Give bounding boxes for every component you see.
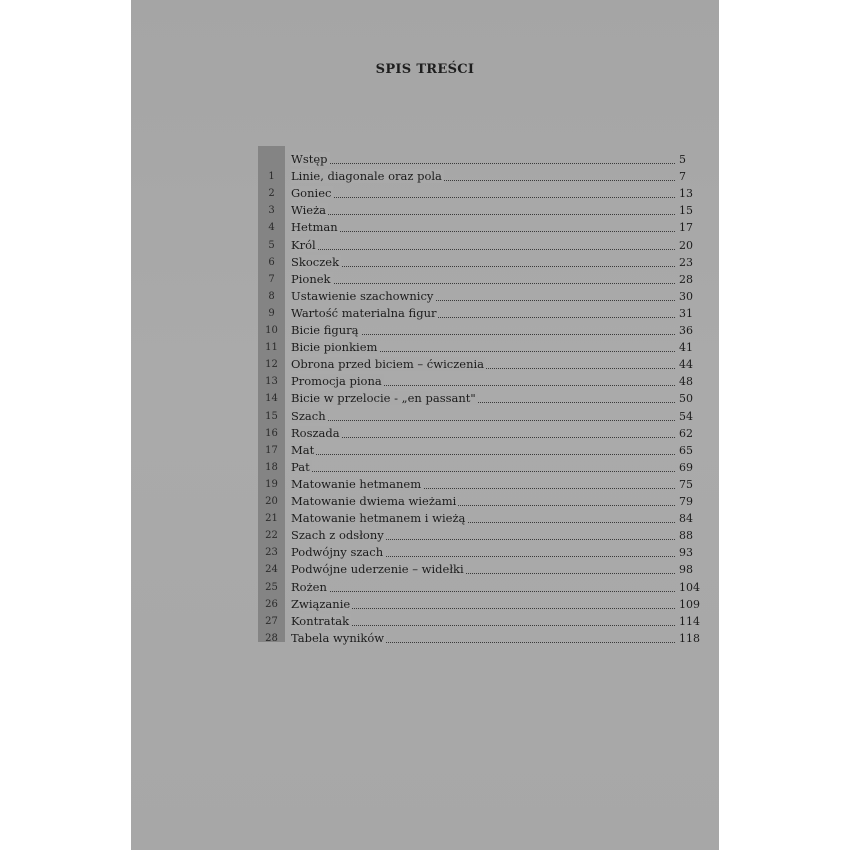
toc-entry <box>258 373 703 390</box>
page-number: 65 <box>679 443 693 457</box>
page-number: 41 <box>679 341 693 355</box>
chapter-title-text: Matowanie dwiema wieżami <box>291 494 457 508</box>
toc-entry <box>258 151 703 168</box>
chapter-title-text: Związanie <box>291 596 351 611</box>
chapter-title <box>291 339 379 356</box>
toc-entry <box>258 493 703 510</box>
page-number: 109 <box>679 597 700 611</box>
toc-entry <box>258 510 703 527</box>
chapter-title-text: Król <box>291 237 316 252</box>
page-number: 23 <box>679 255 693 269</box>
chapter-number: 11 <box>265 342 278 354</box>
toc-entry <box>258 254 703 271</box>
chapter-title <box>291 476 423 493</box>
page-number: 7 <box>679 170 686 184</box>
chapter-title-text: Tabela wyników <box>291 630 385 645</box>
chapter-number: 6 <box>268 256 275 268</box>
book-page <box>131 0 719 850</box>
chapter-number: 20 <box>265 496 278 507</box>
chapter-number: 10 <box>265 325 278 336</box>
toc-entry <box>258 459 703 476</box>
chapter-number: 26 <box>265 598 278 610</box>
chapter-title <box>291 390 478 407</box>
chapter-title-text: Bicie w przelocie - „en passant" <box>291 391 476 406</box>
toc-entry <box>258 271 703 288</box>
chapter-title <box>291 425 342 442</box>
page-number: 69 <box>679 460 693 474</box>
chapter-title-text: Promocja piona <box>291 374 382 389</box>
page-number: 13 <box>679 187 693 201</box>
chapter-title-text: Hetman <box>291 220 338 235</box>
toc-entry <box>258 630 703 647</box>
chapter-title <box>291 408 328 425</box>
page-number: 84 <box>679 512 693 526</box>
chapter-title <box>291 305 438 322</box>
chapter-title-text: Szach <box>291 408 326 423</box>
toc-entry <box>258 442 703 459</box>
toc-entry <box>258 322 703 339</box>
chapter-title <box>291 271 333 288</box>
chapter-title-text: Ustawienie szachownicy <box>291 288 434 303</box>
dot-leader <box>291 283 675 284</box>
chapter-title <box>291 510 467 527</box>
chapter-title <box>291 185 333 202</box>
chapter-number: 14 <box>265 393 278 405</box>
toc-entry <box>258 339 703 356</box>
chapter-title-text: Linie, diagonale oraz pola <box>291 169 442 184</box>
chapter-title <box>291 254 341 271</box>
chapter-title-text: Podwójne uderzenie – widełki <box>291 562 464 577</box>
dot-leader <box>291 197 675 198</box>
chapter-title-text: Goniec <box>291 186 332 201</box>
toc-entry <box>258 219 703 236</box>
dot-leader <box>291 471 675 472</box>
chapter-title <box>291 356 486 373</box>
toc-entry <box>258 408 703 425</box>
toc-entry <box>258 425 703 442</box>
chapter-number: 25 <box>265 581 278 593</box>
chapter-number: 23 <box>265 547 278 559</box>
dot-leader <box>291 591 675 592</box>
dot-leader <box>291 214 675 215</box>
chapter-title-text: Roszada <box>291 425 340 440</box>
chapter-title <box>291 288 435 305</box>
page-number: 75 <box>679 477 693 491</box>
page-number: 30 <box>679 289 693 303</box>
toc-entry <box>258 613 703 630</box>
toc-entry <box>258 390 703 407</box>
dot-leader <box>291 249 675 250</box>
chapter-title-text: Wartość materialna figur <box>291 305 437 320</box>
page-number: 31 <box>679 306 693 320</box>
chapter-number: 18 <box>265 461 278 473</box>
chapter-title <box>291 579 329 596</box>
toc-entry <box>258 596 703 613</box>
chapter-number: 28 <box>265 632 278 644</box>
chapter-number: 27 <box>265 615 278 627</box>
dot-leader <box>291 437 675 438</box>
toc-entry <box>258 544 703 561</box>
chapter-title-text: Matowanie hetmanem i wieżą <box>291 511 466 526</box>
page-title: SPIS TREŚCI <box>375 62 475 77</box>
chapter-title-text: Pionek <box>291 271 331 286</box>
page-number: 118 <box>679 631 700 645</box>
chapter-title <box>291 219 340 236</box>
page-number: 50 <box>679 392 693 406</box>
chapter-title <box>291 459 312 476</box>
chapter-number: 13 <box>265 376 278 388</box>
chapter-title-text: Wstęp <box>291 152 328 166</box>
toc-entry <box>258 476 703 493</box>
chapter-number: 3 <box>268 205 275 217</box>
chapter-title-text: Bicie pionkiem <box>291 340 378 355</box>
chapter-title <box>291 151 330 168</box>
page-number: 17 <box>679 221 693 235</box>
page-number: 93 <box>679 546 693 560</box>
chapter-title <box>291 544 385 561</box>
chapter-title-text: Kontratak <box>291 613 350 628</box>
toc-entry <box>258 288 703 305</box>
page-number: 104 <box>679 580 700 594</box>
chapter-title <box>291 322 361 339</box>
toc-entry <box>258 356 703 373</box>
chapter-number: 15 <box>265 410 278 422</box>
page-number: 98 <box>679 563 693 577</box>
chapter-number: 7 <box>268 273 275 285</box>
chapter-title <box>291 237 318 254</box>
chapter-title <box>291 561 466 578</box>
page-number: 20 <box>679 238 693 252</box>
chapter-title-text: Podwójny szach <box>291 545 384 560</box>
page-number: 114 <box>679 614 700 628</box>
chapter-title <box>291 613 351 630</box>
chapter-title-text: Pat <box>291 459 310 474</box>
chapter-number: 4 <box>268 222 275 234</box>
chapter-number: 1 <box>268 171 275 183</box>
page-number: 44 <box>679 358 693 372</box>
toc-entry <box>258 305 703 322</box>
chapter-number: 2 <box>268 188 275 200</box>
page-number: 48 <box>679 375 693 389</box>
dot-leader <box>291 266 675 267</box>
page-number: 62 <box>679 426 693 440</box>
chapter-number: 24 <box>265 564 278 576</box>
chapter-title <box>291 630 386 647</box>
page-number: 5 <box>679 153 686 166</box>
chapter-number: 21 <box>265 513 278 525</box>
chapter-number: 17 <box>265 444 278 456</box>
chapter-title-text: Mat <box>291 442 315 457</box>
chapter-title <box>291 373 384 390</box>
toc-entry <box>258 579 703 596</box>
toc-entry <box>258 561 703 578</box>
toc-entry <box>258 168 703 185</box>
chapter-number: 5 <box>268 239 275 251</box>
page-number: 54 <box>679 409 693 423</box>
dot-leader <box>291 163 675 164</box>
chapter-number: 16 <box>265 427 278 439</box>
chapter-title-text: Szach z odsłony <box>291 528 384 543</box>
toc-entry <box>258 202 703 219</box>
toc-entry <box>258 185 703 202</box>
chapter-title-text: Matowanie hetmanem <box>291 476 422 491</box>
chapter-title <box>291 202 328 219</box>
dot-leader <box>291 231 675 232</box>
toc-entry <box>258 237 703 254</box>
chapter-title-text: Rożen <box>291 579 327 594</box>
chapter-title-text: Obrona przed biciem – ćwiczenia <box>291 357 485 372</box>
page-number: 15 <box>679 204 693 218</box>
chapter-title-text: Wieża <box>291 203 327 218</box>
page-number: 28 <box>679 272 693 286</box>
chapter-title <box>291 527 386 544</box>
chapter-title-text: Skoczek <box>291 254 340 269</box>
chapter-number: 8 <box>268 290 275 302</box>
dot-leader <box>291 420 675 421</box>
chapter-title <box>291 442 316 459</box>
chapter-title <box>291 596 352 613</box>
toc-entry <box>258 527 703 544</box>
chapter-number: 22 <box>265 530 278 542</box>
page-number: 79 <box>679 495 693 508</box>
chapter-title <box>291 168 444 185</box>
chapter-title-text: Bicie figurą <box>291 323 359 337</box>
dot-leader <box>291 454 675 455</box>
chapter-number: 12 <box>265 359 278 371</box>
chapter-number: 9 <box>268 307 275 319</box>
chapter-title <box>291 493 458 510</box>
page-number: 36 <box>679 324 693 337</box>
page-number: 88 <box>679 529 693 543</box>
chapter-number: 19 <box>265 478 278 490</box>
